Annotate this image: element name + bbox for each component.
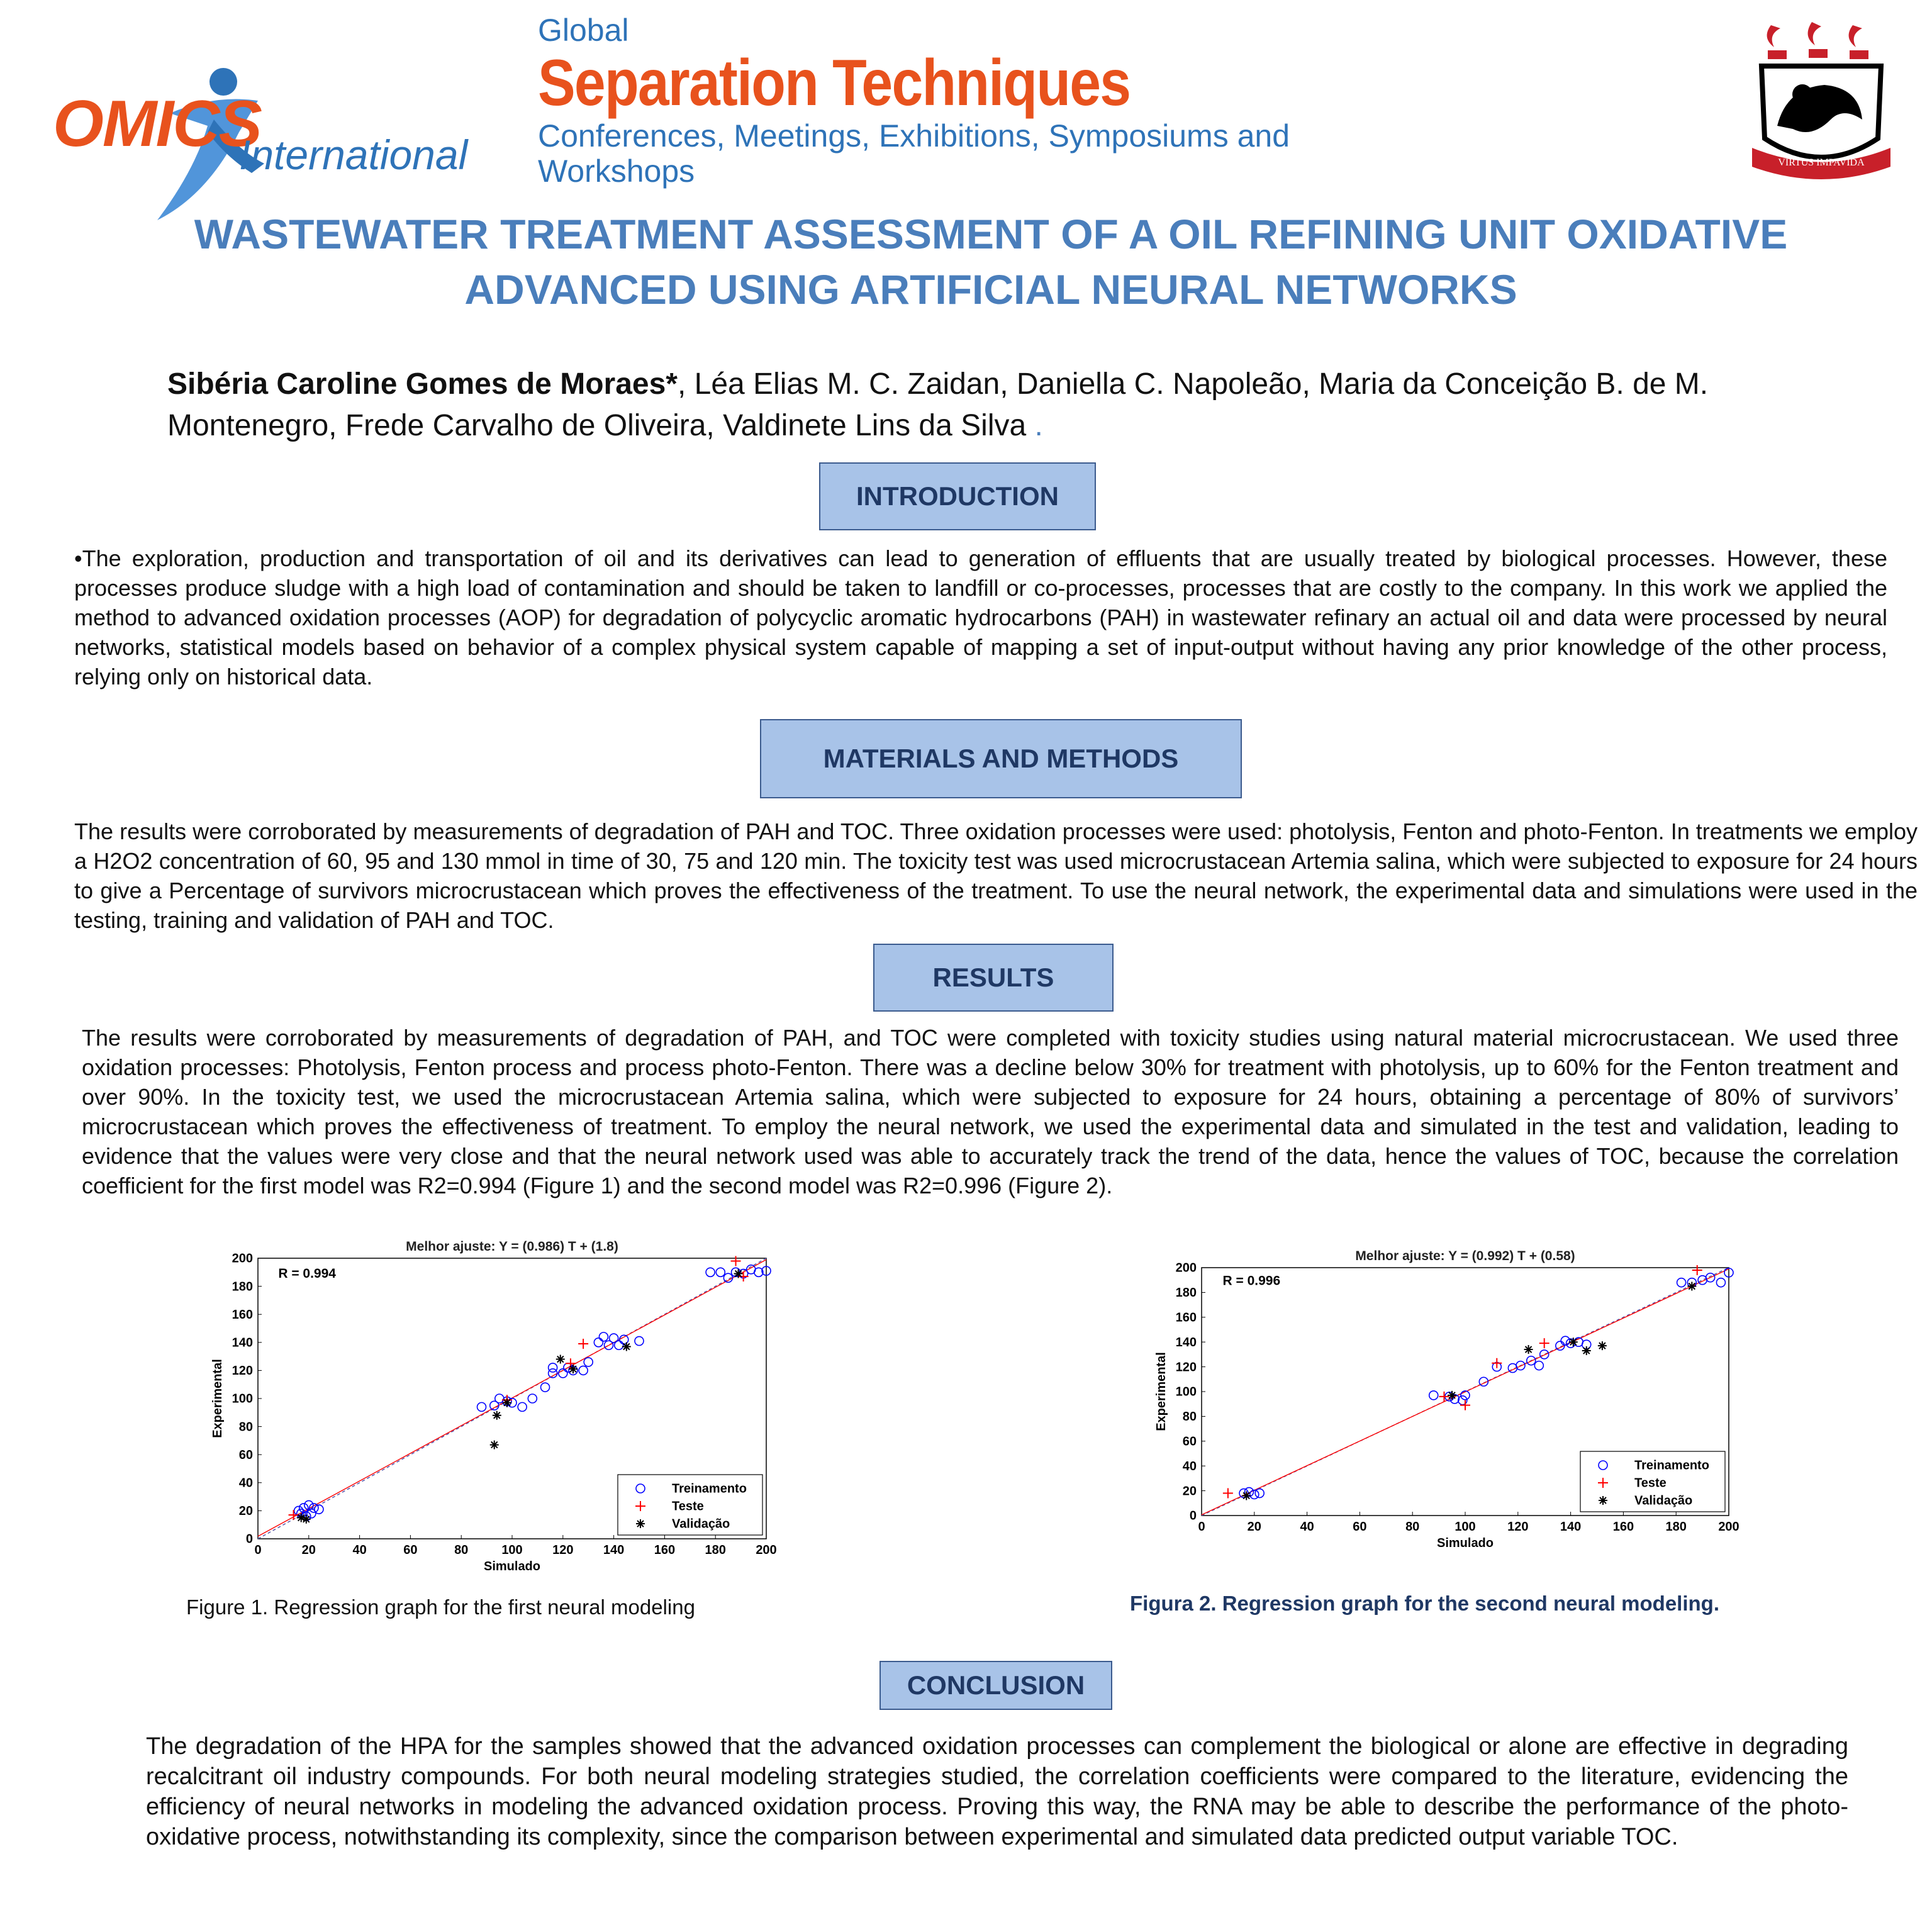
legend-label: Teste (1634, 1476, 1667, 1490)
chart-title: Melhor ajuste: Y = (0.992) T + (0.58) (1355, 1249, 1575, 1263)
x-tick-label: 180 (705, 1543, 726, 1557)
y-tick-label: 140 (1175, 1335, 1197, 1349)
omics-international-logo (50, 57, 466, 226)
x-tick-label: 140 (1560, 1520, 1582, 1534)
y-tick-label: 60 (1182, 1434, 1197, 1449)
conference-banner (538, 13, 1293, 189)
conference-global: Global (538, 13, 629, 48)
y-tick-label: 200 (232, 1251, 253, 1266)
data-point-validacao (734, 1270, 743, 1278)
y-tick-label: 80 (1182, 1410, 1197, 1424)
data-point-validacao (1524, 1345, 1533, 1354)
conference-subtitle: Conferences, Meetings, Exhibitions, Symposiums and Workshops (538, 118, 1290, 189)
r-annotation: R = 0.994 (278, 1266, 336, 1281)
data-point-validacao (302, 1515, 311, 1524)
y-tick-label: 100 (1175, 1385, 1197, 1399)
legend-label: Validação (1634, 1494, 1693, 1508)
legend-label: Teste (672, 1499, 704, 1514)
x-tick-label: 180 (1665, 1520, 1687, 1534)
x-tick-label: 200 (1718, 1520, 1739, 1534)
y-tick-label: 0 (1189, 1509, 1197, 1523)
crest-icon (1749, 19, 1894, 195)
data-point-validacao (1598, 1341, 1607, 1350)
y-tick-label: 120 (1175, 1360, 1197, 1375)
y-tick-label: 160 (232, 1307, 253, 1322)
x-tick-label: 80 (454, 1543, 469, 1557)
x-tick-label: 100 (1455, 1520, 1476, 1534)
y-tick-label: 40 (1182, 1459, 1197, 1473)
x-tick-label: 0 (1198, 1520, 1205, 1534)
data-point-validacao (1687, 1282, 1696, 1291)
introduction-text: •The exploration, production and transportation of oil and its derivatives can lead to generation of effluents that are usually treated by biological processes. However, these processes produce sludge with a high load of contamination and should be taken to landfill or co-processes, processes that are costly to the company. In this work we applied the method to advanced oxidation processes (AOP) for degradation of polycyclic aromatic hydrocarbons (PAH) in wastewater refinary an actual oil and data were processed by neural networks, statistical models based on behavior of a complex physical system capable of mapping a set of input-output without having any prior knowledge of the other process, relying only on historical data. (74, 545, 1887, 690)
section-header-results: RESULTS (873, 944, 1114, 1012)
x-tick-label: 40 (1300, 1520, 1314, 1534)
y-tick-label: 180 (1175, 1286, 1197, 1300)
regression-chart-1 (189, 1233, 786, 1585)
legend-marker-validacao (636, 1519, 645, 1528)
methods-text: The results were corroborated by measurements of degradation of PAH and TOC. Three oxidation processes were used: photolysis, Fenton and photo-Fenton. In treatments we employ a H2O2 concentration of 60, 95 and 130 mmol in time of 30, 75 and 120 min. The toxicity test was used microcrustacean Artemia salina, which were subjected to exposure for 24 hours to give a Percentage of survivors microcrustacean which proves the effectiveness of the treatment. To use the neural network, the experimental data and simulations were used in the testing, training and validation of PAH and TOC. (74, 818, 1918, 933)
y-axis-label: Experimental (211, 1359, 225, 1438)
legend-label: Treinamento (672, 1482, 747, 1496)
x-tick-label: 0 (254, 1543, 262, 1557)
x-axis-label: Simulado (483, 1560, 541, 1573)
data-point-validacao (622, 1342, 631, 1351)
omics-wordmark: OMICS (53, 87, 261, 160)
x-tick-label: 200 (756, 1543, 777, 1557)
x-axis-label: Simulado (1436, 1536, 1494, 1550)
x-tick-label: 100 (501, 1543, 523, 1557)
university-crest (1749, 19, 1894, 195)
y-tick-label: 200 (1175, 1261, 1197, 1275)
x-tick-label: 20 (301, 1543, 316, 1557)
y-tick-label: 60 (238, 1448, 253, 1462)
authors-dot: . (1034, 409, 1043, 442)
data-point-validacao (569, 1365, 578, 1373)
y-axis-label: Experimental (1154, 1352, 1168, 1431)
section-header-introduction: INTRODUCTION (819, 462, 1096, 530)
international-wordmark: International (239, 131, 468, 178)
x-tick-label: 40 (352, 1543, 367, 1557)
data-point-validacao (1582, 1346, 1591, 1355)
x-tick-label: 160 (1612, 1520, 1634, 1534)
y-tick-label: 80 (238, 1420, 253, 1434)
x-tick-label: 160 (654, 1543, 676, 1557)
section-header-methods: MATERIALS AND METHODS (760, 719, 1242, 798)
y-tick-label: 140 (232, 1336, 253, 1350)
legend-label: Validação (672, 1517, 730, 1531)
co-authors: , Léa Elias M. C. Zaidan, Daniella C. Napoleão, Maria da Conceição B. de M. Montenegro, Frede Carvalho de Oliveira, Valdinete Lins da Silva (167, 367, 1709, 442)
x-tick-label: 20 (1247, 1520, 1261, 1534)
y-tick-label: 20 (238, 1504, 253, 1519)
author-list (167, 364, 1828, 447)
data-point-validacao (1448, 1391, 1456, 1400)
y-tick-label: 120 (232, 1364, 253, 1378)
data-point-validacao (556, 1355, 565, 1364)
x-tick-label: 140 (603, 1543, 625, 1557)
x-tick-label: 120 (552, 1543, 574, 1557)
y-tick-label: 20 (1182, 1484, 1197, 1499)
conference-name: Separation Techniques (538, 47, 1131, 120)
legend-label: Treinamento (1634, 1458, 1709, 1473)
x-tick-label: 60 (1353, 1520, 1367, 1534)
y-tick-label: 180 (232, 1280, 253, 1294)
data-point-validacao (493, 1411, 501, 1420)
data-point-validacao (503, 1399, 511, 1407)
legend-marker-validacao (1599, 1496, 1607, 1505)
y-tick-label: 100 (232, 1392, 253, 1406)
data-point-validacao (1242, 1491, 1251, 1500)
figure-2-caption: Figura 2. Regression graph for the second neural modeling. (1130, 1592, 1719, 1615)
regression-chart-2 (1132, 1242, 1749, 1551)
poster-title: WASTEWATER TREATMENT ASSESSMENT OF A OIL REFINING UNIT OXIDATIVE ADVANCED USING ARTIFICIAL NEURAL NETWORKS (194, 211, 1788, 313)
x-tick-label: 60 (403, 1543, 418, 1557)
data-point-validacao (1569, 1337, 1578, 1346)
lead-author: Sibéria Caroline Gomes de Moraes* (167, 367, 678, 401)
conclusion-text: The degradation of the HPA for the samples showed that the advanced oxidation processes can complement the biological or alone are effective in degrading recalcitrant oil industry compounds. For both neural modeling strategies studied, the correlation coefficients were compared to the literature, evidencing the efficiency of neural networks in modeling the advanced oxidation process. Proving this way, the RNA may be able to describe the performance of the photo-oxidative process, notwithstanding its complexity, since the comparison between experimental and simulated data predicted output variable TOC. (146, 1733, 1848, 1850)
x-tick-label: 120 (1507, 1520, 1529, 1534)
r-annotation: R = 0.996 (1222, 1273, 1281, 1288)
x-tick-label: 80 (1405, 1520, 1420, 1534)
y-tick-label: 160 (1175, 1310, 1197, 1325)
crest-motto: VIRTUS IMPAVIDA (1778, 157, 1865, 168)
y-tick-label: 40 (238, 1476, 253, 1490)
data-point-validacao (490, 1441, 499, 1449)
figure-1-caption: Figure 1. Regression graph for the first neural modeling (186, 1595, 695, 1619)
chart-title: Melhor ajuste: Y = (0.986) T + (1.8) (406, 1239, 618, 1254)
results-text: The results were corroborated by measurements of degradation of PAH, and TOC were completed with toxicity studies using natural material microcrustacean. We used three oxidation processes: Photolysis, Fenton process and process photo-Fenton. There was a decline below 30% for treatment with photolysis, up to 60% for the Fenton treatment and over 90%. In the toxicity test, we used the microcrustacean Artemia salina, which were subjected to exposure for 24 hours, obtaining a percentage of 80% of survivors’ microcrustacean which proves the effectiveness of treatment. To employ the neural network, we used the experimental data and simulated in the test and validation, leading to evidence that the values were very close and that the neural network used was able to accurately track the trend of the data, hence the values of TOC, because the correlation coefficient for the first model was R2=0.994 (Figure 1) and the second model was R2=0.996 (Figure 2). (82, 1025, 1899, 1198)
section-header-conclusion: CONCLUSION (879, 1661, 1112, 1710)
y-tick-label: 0 (245, 1532, 253, 1546)
